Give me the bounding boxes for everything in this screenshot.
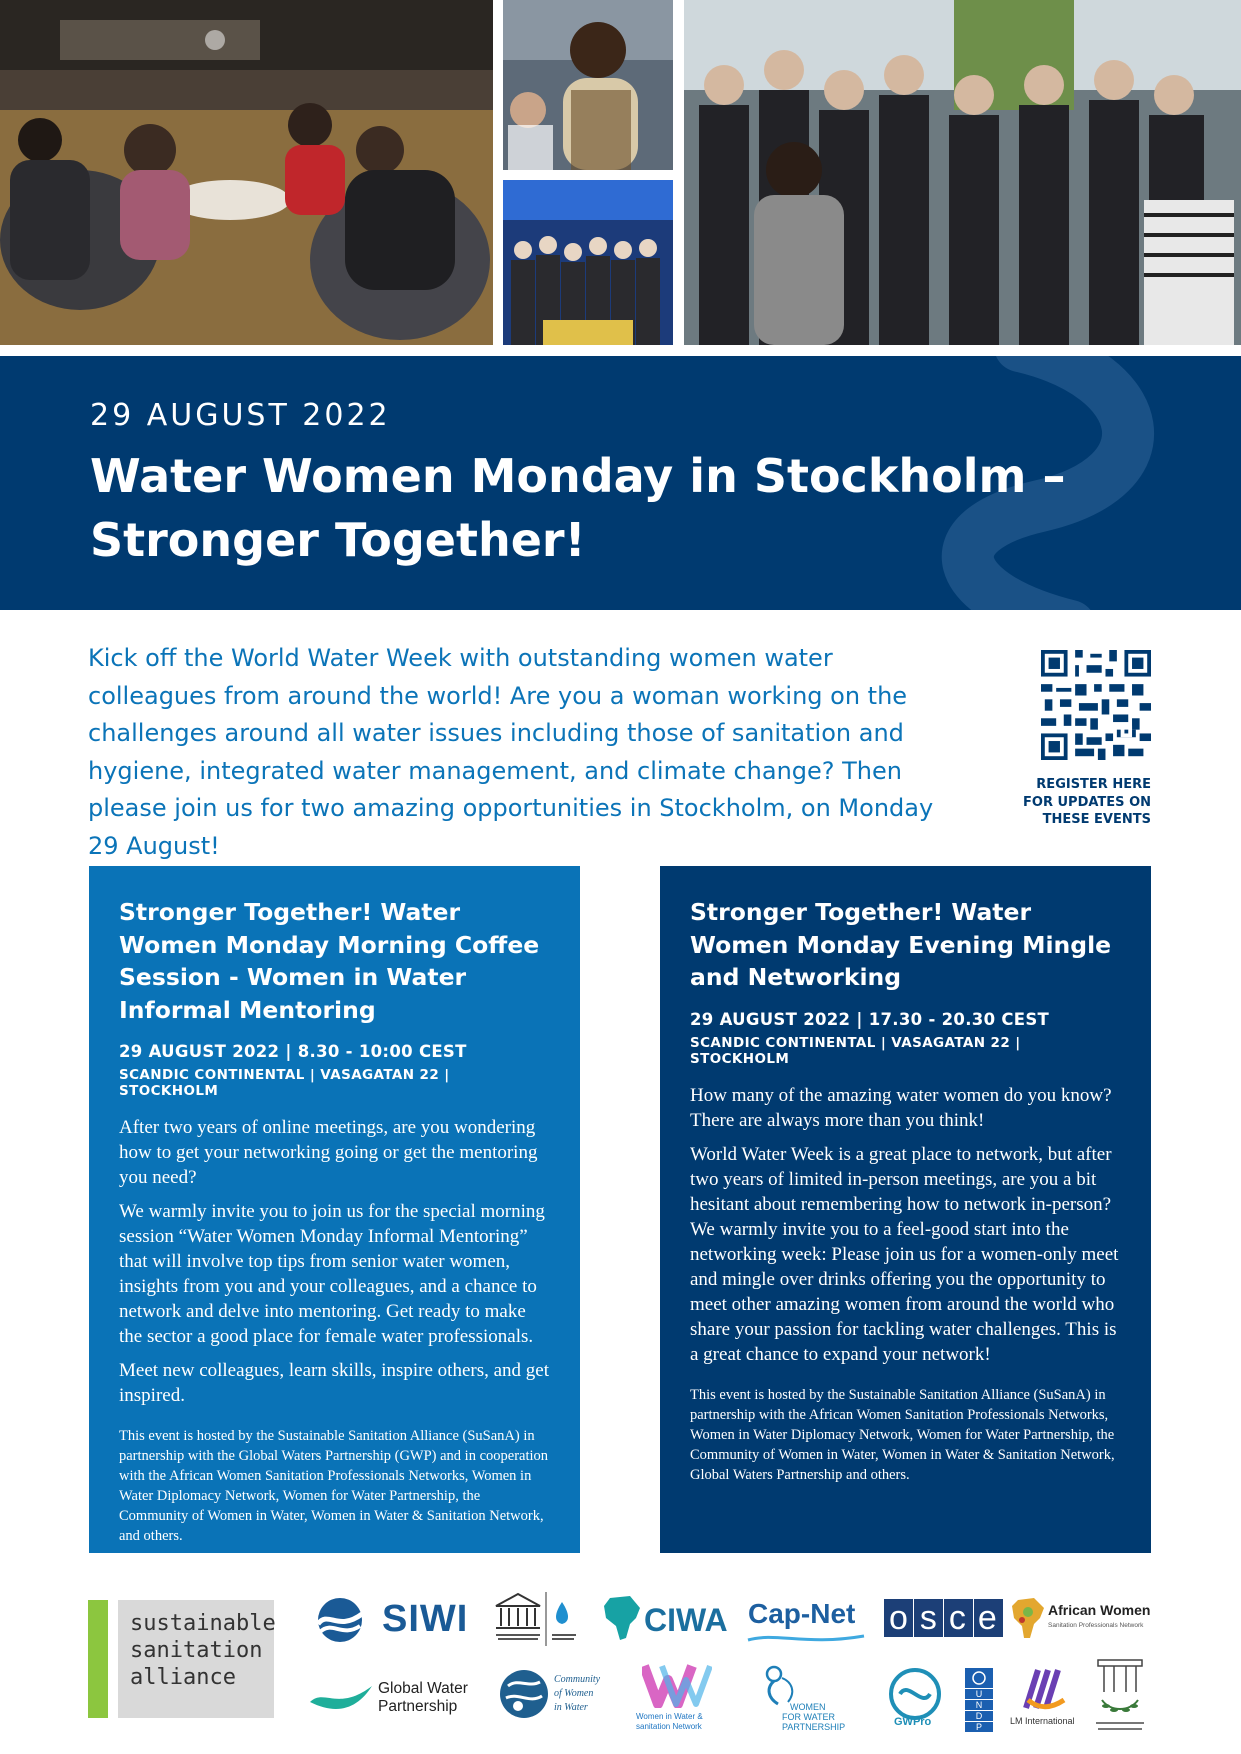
susana-green-bar bbox=[88, 1600, 108, 1718]
ciwa-logo bbox=[600, 1594, 730, 1646]
wfwp-line-1: WOMEN bbox=[790, 1702, 826, 1712]
wfwp-line-3: PARTNERSHIP bbox=[782, 1722, 846, 1732]
gwp-logo bbox=[308, 1676, 473, 1722]
photo-woman-portrait bbox=[503, 0, 673, 170]
susana-word-1: sustainable bbox=[130, 1611, 276, 1636]
event-paragraph: Meet new colleagues, learn skills, inspire others, and get inspired. bbox=[119, 1360, 550, 1406]
community-line-3: in Water bbox=[554, 1702, 588, 1713]
register-caption bbox=[1010, 776, 1151, 829]
event-title: Stronger Together! Water Women Monday Morning Coffee Session - Women in Water Informal Mentoring bbox=[119, 898, 540, 1024]
gwp-wave-icon bbox=[308, 1682, 374, 1716]
title-line-2: Stronger Together! bbox=[90, 513, 586, 567]
event-time: 29 AUGUST 2022 | 8.30 - 10:00 CEST bbox=[119, 1042, 467, 1061]
intro-text: Kick off the World Water Week with outstanding women water colleagues from around the world! Are you a woman working on the challenges around all water issues including those of sanitation and hygiene, integrated water management, and climate change? Then please join us for two amazing opportunities in Stockholm, on Monday 29 August! bbox=[88, 644, 934, 860]
law-institute-logo bbox=[1090, 1656, 1150, 1736]
susana-wordmark bbox=[130, 1610, 276, 1691]
event-date: 29 AUGUST 2022 bbox=[90, 398, 391, 433]
lm-international-logo bbox=[1008, 1664, 1080, 1730]
undp-letters bbox=[965, 1689, 993, 1732]
lm-wordmark: LM International bbox=[1010, 1716, 1075, 1726]
event-paragraph: After two years of online meetings, are you wondering how to get your networking going or get the mentoring you need? bbox=[119, 1117, 538, 1188]
photo-group-conference bbox=[684, 0, 1241, 345]
page-title bbox=[90, 444, 1090, 572]
event-time: 29 AUGUST 2022 | 17.30 - 20.30 CEST bbox=[690, 1009, 1050, 1029]
ciwa-wordmark: CIWA bbox=[644, 1602, 728, 1638]
susana-grey-panel bbox=[118, 1600, 274, 1718]
african-women-logo bbox=[1010, 1596, 1160, 1642]
undp-letter: N bbox=[965, 1700, 993, 1710]
register-line-3: THESE EVENTS bbox=[1042, 812, 1151, 827]
african-women-tagline: Sanitation Professionals Network bbox=[1048, 1622, 1144, 1629]
event-title: Stronger Together! Water Women Monday Evening Mingle and Networking bbox=[690, 898, 1112, 991]
capnet-logo bbox=[746, 1596, 868, 1648]
unesco-logo bbox=[492, 1588, 582, 1650]
wiw-sanitation-logo bbox=[636, 1662, 718, 1732]
gwp-wordmark-line-1: Global Water bbox=[378, 1680, 468, 1697]
siwi-wordmark: SIWI bbox=[382, 1598, 469, 1640]
photo-lounge-meeting bbox=[0, 0, 493, 345]
event-evening-mingle bbox=[660, 866, 1151, 1553]
africa-map-icon bbox=[600, 1594, 644, 1642]
susana-word-2: sanitation bbox=[130, 1638, 263, 1663]
undp-letter: P bbox=[965, 1722, 993, 1732]
undp-letter: U bbox=[965, 1689, 993, 1699]
lm-stripes-icon bbox=[1016, 1664, 1076, 1714]
register-line-1: REGISTER HERE bbox=[1036, 777, 1151, 792]
undp-letter: D bbox=[965, 1711, 993, 1721]
susana-word-3: alliance bbox=[130, 1665, 236, 1690]
wiw-line-2: sanitation Network bbox=[636, 1722, 702, 1731]
community-women-water-logo bbox=[498, 1668, 610, 1722]
gwp-wordmark-line-2: Partnership bbox=[378, 1698, 458, 1715]
wfwp-logo bbox=[748, 1664, 848, 1734]
column-olive-icon bbox=[1090, 1656, 1150, 1736]
event-host-note: This event is hosted by the Sustainable Sanitation Alliance (SuSanA) in partnership with the African Women Sanitation Professionals Networks, Women in Water Diplomacy Network, Women for Water Partnership, the Community of Women in Water, Women in Water & Sanitation Network, Global Waters Partnership and others. bbox=[690, 1386, 1115, 1483]
capnet-wave-icon bbox=[746, 1632, 866, 1646]
undp-logo bbox=[965, 1668, 995, 1730]
community-globe-icon bbox=[498, 1668, 550, 1720]
event-host-note: This event is hosted by the Sustainable Sanitation Alliance (SuSanA) in partnership with the Global Waters Partnership (GWP) and in cooperation with the African Women Sanitation Professionals Networks, Women in Water Diplomacy Network, Women for Water Partnership, the Community of Women in Water, Women in Water & Sanitation Network, and others. bbox=[119, 1428, 549, 1544]
wiw-line-1: Women in Water & bbox=[636, 1712, 703, 1721]
gwpro-wordmark: GWPro bbox=[894, 1716, 932, 1728]
qr-code-icon[interactable] bbox=[1041, 650, 1151, 760]
capnet-wordmark: Cap-Net bbox=[748, 1598, 856, 1629]
photo-group-stage bbox=[503, 180, 673, 345]
susana-logo bbox=[88, 1600, 274, 1718]
title-line-1: Water Women Monday in Stockholm – bbox=[90, 449, 1066, 503]
w-mosaic-icon bbox=[642, 1662, 712, 1708]
event-location: SCANDIC CONTINENTAL | VASAGATAN 22 | STOCKHOLM bbox=[690, 1034, 1021, 1067]
title-banner bbox=[0, 356, 1241, 610]
unesco-temple-icon bbox=[492, 1588, 582, 1650]
event-morning-coffee bbox=[89, 866, 580, 1553]
african-women-map-icon bbox=[1010, 1596, 1046, 1640]
event-location: SCANDIC CONTINENTAL | VASAGATAN 22 | STOCKHOLM bbox=[119, 1067, 450, 1099]
gwpro-logo bbox=[880, 1664, 950, 1730]
community-line-1: Community bbox=[554, 1674, 601, 1685]
osce-logo bbox=[883, 1598, 1009, 1638]
osce-wordmark: osce bbox=[889, 1599, 1009, 1637]
event-paragraph: How many of the amazing water women do you know? There are always more than you think! bbox=[690, 1084, 1112, 1131]
wfwp-line-2: FOR WATER bbox=[782, 1712, 835, 1722]
siwi-wave-icon bbox=[312, 1596, 368, 1644]
african-women-wordmark: African Women bbox=[1048, 1602, 1151, 1618]
event-paragraph: World Water Week is a great place to network, but after two years of limited in-person meetings, are you a bit hesitant about remembering how to network in-person? We warmly invite you to a feel-good start into the networking week: Please join us for a women-only meet and mingle over drinks offering you the opportunity to meet other amazing women from around the world who share your passion for tackling water challenges. This is a great chance to expand your network! bbox=[690, 1143, 1119, 1365]
community-line-2: of Women bbox=[554, 1688, 594, 1699]
register-line-2: FOR UPDATES ON bbox=[1023, 794, 1151, 810]
un-emblem-icon bbox=[965, 1668, 993, 1688]
event-paragraph: We warmly invite you to join us for the special morning session “Water Women Monday Informal Mentoring” that will involve top tips from senior water women, insights from you and your colleagues, and a chance to network and delve into mentoring. Get ready to make the sector a good place for female water professionals. bbox=[119, 1201, 545, 1347]
siwi-logo bbox=[312, 1594, 469, 1646]
